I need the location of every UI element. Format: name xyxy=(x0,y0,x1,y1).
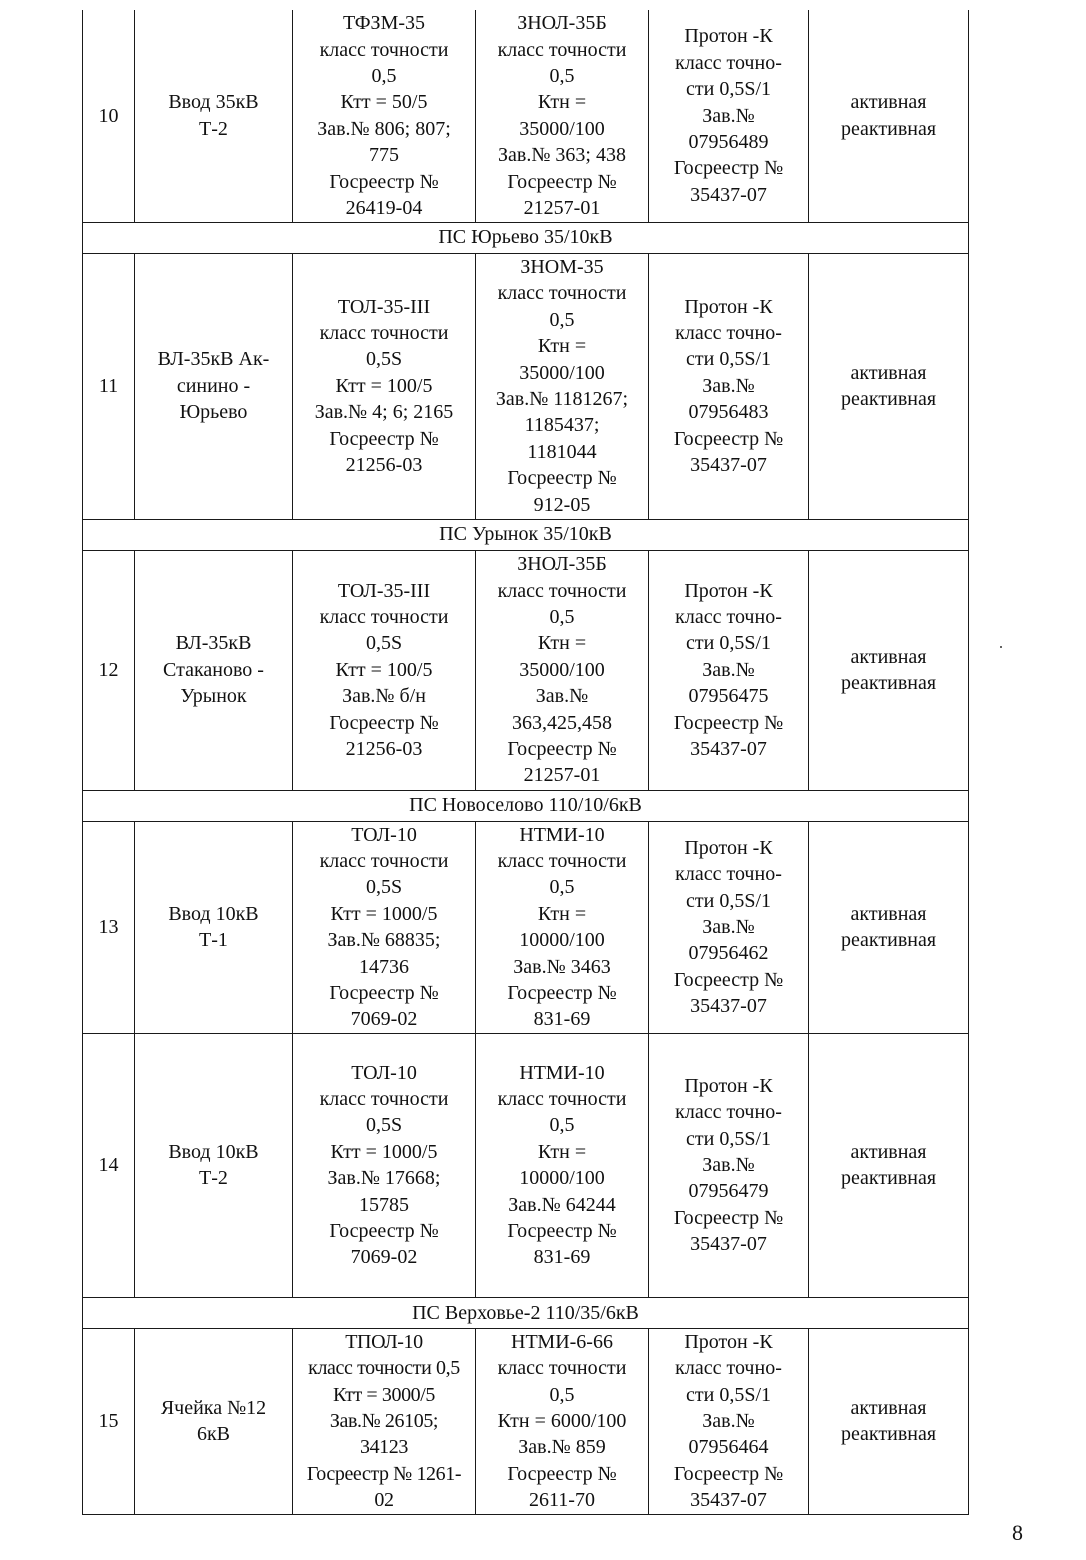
substation-header: ПС Урынок 35/10кВ xyxy=(83,519,969,550)
substation-header: ПС Верховье-2 110/35/6кВ xyxy=(83,1297,969,1328)
point-name: ВЛ-35кВ Стаканово - Урынок xyxy=(135,550,293,790)
current-transformer: ТОЛ-35-III класс точности 0,5S Ктт = 100/5 Зав.№ 4; 6; 2165 Госреестр № 21256-03 xyxy=(293,253,476,519)
electricity-meter: Протон -К класс точно- сти 0,5S/1 Зав.№ 07956489 Госреестр № 35437-07 xyxy=(649,10,809,222)
electricity-meter: Протон -К класс точно- сти 0,5S/1 Зав.№ 07956462 Госреестр № 35437-07 xyxy=(649,821,809,1033)
metering-points-table xyxy=(82,10,969,1515)
electricity-meter: Протон -К класс точно- сти 0,5S/1 Зав.№ 07956479 Госреестр № 35437-07 xyxy=(649,1033,809,1297)
electricity-meter: Протон -К класс точно- сти 0,5S/1 Зав.№ 07956475 Госреестр № 35437-07 xyxy=(649,550,809,790)
current-transformer: ТОЛ-10 класс точности 0,5S Ктт = 1000/5 Зав.№ 17668; 15785 Госреестр № 7069-02 xyxy=(293,1033,476,1297)
table-row xyxy=(83,10,969,222)
voltage-transformer: НТМИ-10 класс точности 0,5 Ктн = 10000/100 Зав.№ 3463 Госреестр № 831-69 xyxy=(476,821,649,1033)
voltage-transformer: НТМИ-6-66 класс точности 0,5 Ктн = 6000/100 Зав.№ 859 Госреестр № 2611-70 xyxy=(476,1328,649,1514)
energy-type: активная реактивная xyxy=(809,821,969,1033)
document-sheet xyxy=(82,10,968,1515)
page-number: 8 xyxy=(1012,1520,1023,1545)
point-name: ВЛ-35кВ Ак- синино - Юрьево xyxy=(135,253,293,519)
section-row xyxy=(83,519,969,550)
section-row xyxy=(83,1297,969,1328)
voltage-transformer: ЗНОЛ-35Б класс точности 0,5 Ктн = 35000/100 Зав.№ 363; 438 Госреестр № 21257-01 xyxy=(476,10,649,222)
point-name: Ввод 10кВ Т-2 xyxy=(135,1033,293,1297)
voltage-transformer: НТМИ-10 класс точности 0,5 Ктн = 10000/100 Зав.№ 64244 Госреестр № 831-69 xyxy=(476,1033,649,1297)
energy-type: активная реактивная xyxy=(809,1033,969,1297)
point-number: 13 xyxy=(83,821,135,1033)
table-row xyxy=(83,821,969,1033)
scan-speck xyxy=(1000,646,1002,648)
current-transformer: ТПОЛ-10 класс точности 0,5 Ктт = 3000/5 Зав.№ 26105; 34123 Госреестр № 1261- 02 xyxy=(293,1328,476,1514)
substation-header: ПС Юрьево 35/10кВ xyxy=(83,222,969,253)
section-row xyxy=(83,790,969,821)
point-number: 12 xyxy=(83,550,135,790)
point-number: 10 xyxy=(83,10,135,222)
point-name: Ввод 10кВ Т-1 xyxy=(135,821,293,1033)
point-name: Ввод 35кВ Т-2 xyxy=(135,10,293,222)
energy-type: активная реактивная xyxy=(809,10,969,222)
point-number: 15 xyxy=(83,1328,135,1514)
current-transformer: ТФЗМ-35 класс точности 0,5 Ктт = 50/5 Зав.№ 806; 807; 775 Госреестр № 26419-04 xyxy=(293,10,476,222)
current-transformer: ТОЛ-35-III класс точности 0,5S Ктт = 100/5 Зав.№ б/н Госреестр № 21256-03 xyxy=(293,550,476,790)
energy-type: активная реактивная xyxy=(809,550,969,790)
energy-type: активная реактивная xyxy=(809,253,969,519)
table-row xyxy=(83,550,969,790)
point-name: Ячейка №12 6кВ xyxy=(135,1328,293,1514)
table-row xyxy=(83,1033,969,1297)
point-number: 14 xyxy=(83,1033,135,1297)
voltage-transformer: ЗНОЛ-35Б класс точности 0,5 Ктн = 35000/100 Зав.№ 363,425,458 Госреестр № 21257-01 xyxy=(476,550,649,790)
substation-header: ПС Новоселово 110/10/6кВ xyxy=(83,790,969,821)
table-row xyxy=(83,1328,969,1514)
electricity-meter: Протон -К класс точно- сти 0,5S/1 Зав.№ 07956464 Госреестр № 35437-07 xyxy=(649,1328,809,1514)
table-row xyxy=(83,253,969,519)
point-number: 11 xyxy=(83,253,135,519)
voltage-transformer: ЗНОМ-35 класс точности 0,5 Ктн = 35000/100 Зав.№ 1181267; 1185437; 1181044 Госреестр № 912-05 xyxy=(476,253,649,519)
section-row xyxy=(83,222,969,253)
electricity-meter: Протон -К класс точно- сти 0,5S/1 Зав.№ 07956483 Госреестр № 35437-07 xyxy=(649,253,809,519)
energy-type: активная реактивная xyxy=(809,1328,969,1514)
current-transformer: ТОЛ-10 класс точности 0,5S Ктт = 1000/5 Зав.№ 68835; 14736 Госреестр № 7069-02 xyxy=(293,821,476,1033)
